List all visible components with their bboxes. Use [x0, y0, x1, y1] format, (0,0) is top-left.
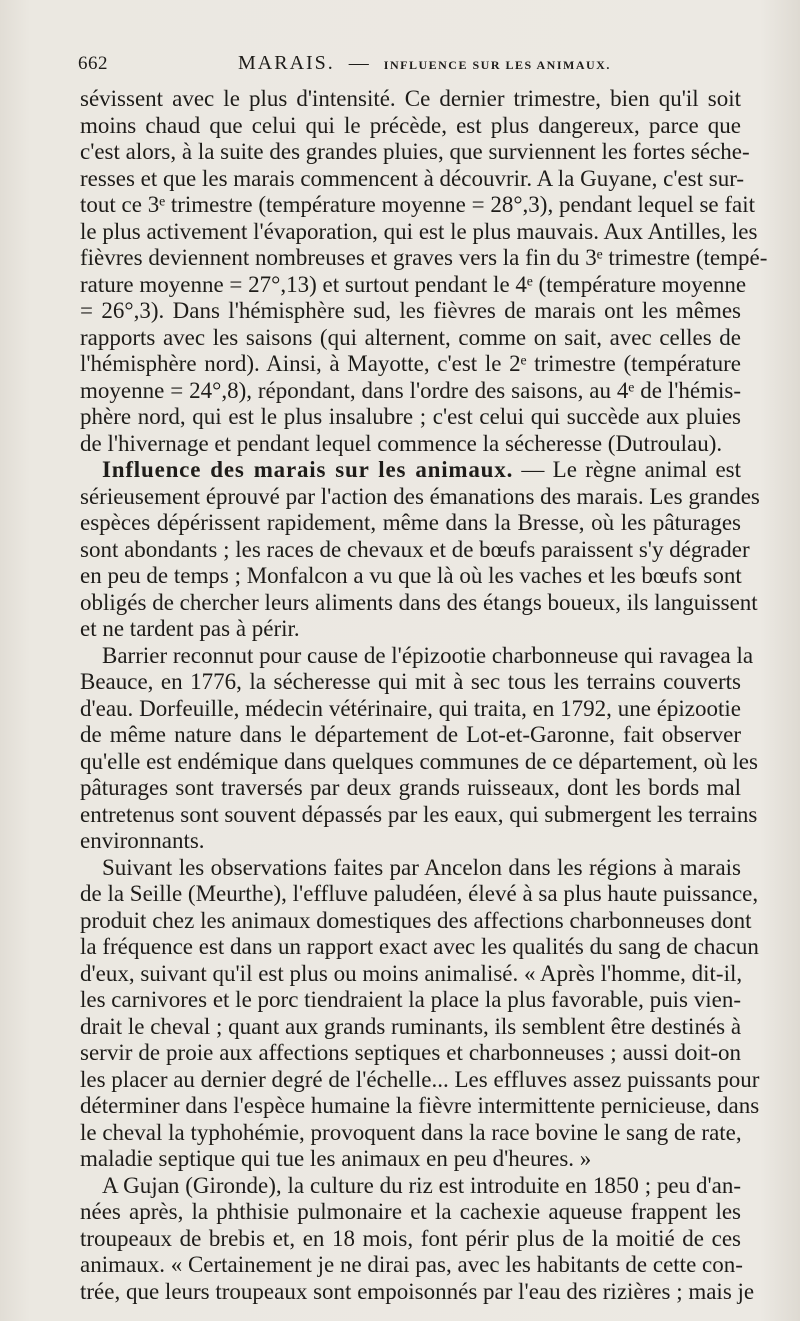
text-line: de même nature dans le département de Lot-et-Garonne, fait observer — [80, 722, 741, 747]
text-line: moins chaud que celui qui le précède, est plus dangereux, parce que — [80, 112, 741, 138]
paragraph — [80, 457, 760, 643]
text-line — [80, 457, 741, 484]
text-line: environnants. — [80, 828, 205, 853]
text-run: — Le règne animal est — [521, 457, 741, 482]
text-line: moyenne = 24°,8), répondant, dans l'ordre des saisons, au 4ᵉ de l'hémis- — [80, 377, 741, 403]
section-heading: Influence des marais sur les animaux. — [102, 457, 514, 482]
text-line: A Gujan (Gironde), la culture du riz est introduite en 1850 ; peu d'an- — [102, 1172, 741, 1198]
text-line: entretenus sont souvent dépassés par les eaux, qui submergent les terrains — [80, 801, 758, 827]
text-line: en peu de temps ; Monfalcon a vu que là où les vaches et les bœufs sont — [80, 563, 742, 588]
text-line: de l'hivernage et pendant lequel commence la sécheresse (Dutroulau). — [80, 430, 723, 456]
text-line: fièvres deviennent nombreuses et graves vers la fin du 3ᵉ trimestre (tempé- — [80, 245, 768, 270]
text-line: l'hémisphère nord). Ainsi, à Mayotte, c'est le 2ᵉ trimestre (température — [80, 351, 741, 376]
text-line: troupeaux de brebis et, en 18 mois, font périr plus de la moitié de ces — [80, 1225, 741, 1251]
text-line: c'est alors, à la suite des grandes pluies, que surviennent les fortes séche- — [80, 139, 750, 164]
running-title — [238, 52, 611, 75]
text-line: resses et que les marais commencent à découvrir. A la Guyane, c'est sur- — [80, 165, 745, 191]
text-line: Suivant les observations faites par Ancelon dans les régions à marais — [102, 854, 741, 880]
text-line: les placer au dernier degré de l'échelle... Les effluves assez puissants pour — [80, 1066, 760, 1092]
text-line: maladie septique qui tue les animaux en peu d'heures. » — [80, 1146, 592, 1171]
paragraph — [80, 854, 760, 1173]
text-line: qu'elle est endémique dans quelques communes de ce département, où les — [80, 748, 758, 774]
text-line: le cheval la typhohémie, provoquent dans la race bovine le sang de rate, — [80, 1119, 742, 1145]
text-line: de la Seille (Meurthe), l'effluve paludéen, élevé à sa plus haute puissance, — [80, 881, 759, 906]
text-line: trée, que leurs troupeaux sont empoisonnés par l'eau des rizières ; mais je — [80, 1278, 755, 1304]
text-line: tout ce 3ᵉ trimestre (température moyenne = 28°,3), pendant lequel se fait — [80, 192, 756, 217]
text-line: déterminer dans l'espèce humaine la fièvre intermittente pernicieuse, dans — [80, 1093, 760, 1118]
page-number: 662 — [78, 53, 108, 74]
text-line: espèces dépérissent rapidement, même dans la Bresse, où les pâturages — [80, 510, 741, 535]
text-line: phère nord, qui est le plus insalubre ; c'est celui qui succède aux pluies — [80, 404, 741, 429]
text-line: sévissent avec le plus d'intensité. Ce dernier trimestre, bien qu'il soit — [80, 86, 741, 111]
text-line: et ne tardent pas à périr. — [80, 616, 300, 641]
text-line: produit chez les animaux domestiques des affections charbonneuses dont — [80, 907, 752, 933]
text-line: drait le cheval ; quant aux grands ruminants, ils semblent être destinés à — [80, 1013, 742, 1039]
text-line: Barrier reconnut pour cause de l'épizootie charbonneuse qui ravagea la — [102, 642, 754, 668]
running-title-separator: — — [348, 52, 370, 74]
text-line: d'eau. Dorfeuille, médecin vétérinaire, qui traita, en 1792, une épizootie — [80, 695, 741, 721]
text-line: nées après, la phthisie pulmonaire et la cachexie aqueuse frappent les — [80, 1199, 741, 1224]
text-line: animaux. « Certainement je ne dirai pas, avec les habitants de cette con- — [80, 1252, 743, 1277]
text-line: rapports avec les saisons (qui alternent, comme on sait, avec celles de — [80, 324, 741, 350]
running-title-sub: INFLUENCE SUR LES ANIMAUX. — [383, 58, 611, 72]
text-line: rature moyenne = 27°,13) et surtout pendant le 4ᵉ (température moyenne — [80, 271, 747, 297]
text-line: = 26°,3). Dans l'hémisphère sud, les fièvres de marais ont les mêmes — [80, 298, 741, 323]
paragraph — [80, 86, 768, 457]
body-text — [80, 86, 768, 1305]
text-line: servir de proie aux affections septiques et charbonneuses ; aussi doit-on — [80, 1040, 741, 1065]
text-line: la fréquence est dans un rapport exact avec les qualités du sang de chacun — [80, 934, 759, 959]
text-line: sont abondants ; les races de chevaux et de bœufs paraissent s'y dégrader — [80, 536, 750, 562]
text-line: sérieusement éprouvé par l'action des émanations des marais. Les grandes — [80, 483, 760, 509]
text-line: le plus activement l'évaporation, qui est le plus mauvais. Aux Antilles, les — [80, 218, 758, 244]
paragraph — [80, 1172, 755, 1306]
text-line: les carnivores et le porc tiendraient la place la plus favorable, puis vien- — [80, 987, 741, 1012]
running-title-main: MARAIS. — [238, 52, 335, 74]
text-line: d'eux, suivant qu'il est plus ou moins animalisé. « Après l'homme, dit-il, — [80, 960, 743, 986]
text-line: Beauce, en 1776, la sécheresse qui mit à sec tous les terrains couverts — [80, 669, 741, 694]
text-line: obligés de chercher leurs aliments dans des étangs boueux, ils languissent — [80, 589, 758, 615]
running-header — [78, 52, 728, 86]
text-line: pâturages sont traversés par deux grands ruisseaux, dont les bords mal — [80, 775, 741, 800]
paragraph — [80, 642, 758, 855]
